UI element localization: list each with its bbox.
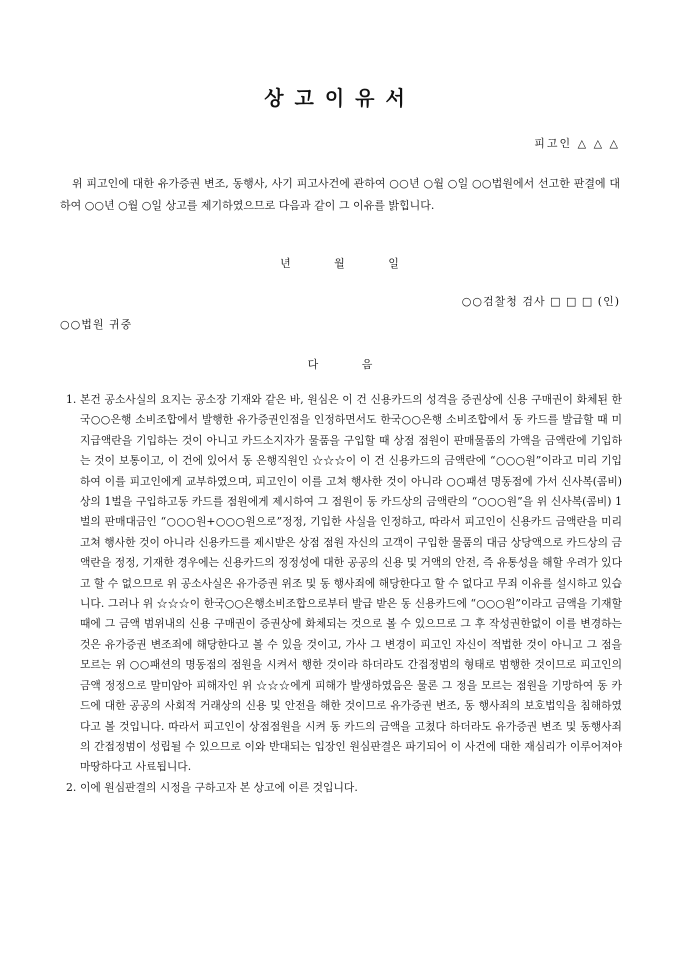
list-item-number: 1. <box>66 393 77 406</box>
addressee: ○○법원 귀중 <box>60 318 133 331</box>
list-item-text: 이에 원심판결의 시정을 구하고자 본 상고에 이른 것입니다. <box>80 780 358 794</box>
list-item-text: 본건 공소사실의 요지는 공소장 기재와 같은 바, 원심은 이 건 신용카드의 성격을 증권상에 신용 구매권이 화체된 한국○○은행 소비조합에서 발행한 유가증권인점을 인정하면서도 한국○○은행 소비조합에서 동 카드를 발급할 때 미지급액란을 기입하는 것이 아니고 카드소지자가 물품을 구입할 때 상점 점원이 판매물품의 가액을 금액란에 기입하는 것이 보통이고, 이 건에 있어서 동 은행직원인 ☆☆☆이 이 건 신용카드의 금액란에 “○○○원”이라고 미리 기입하여 이를 피고인에게 교부하였으며, 피고인이 이를 고쳐 행사한 것이 아니라 ○○패션 명동점에 가서 신사복(콤비)상의 1벌을 구입하고동 카드를 점원에게 제시하여 그 점원이 동 카드상의 금액란의 “○○○원”을 위 신사복(콤비) 1벌의 판매대금인 “○○○원+○○○원으로”정정, 기입한 사실을 인정하고, 따라서 피고인이 신용카드 금액란을 미리 고쳐 행사한 것이 아니라 신용카드를 제시받은 상점 점원 자신의 고객이 구입한 물품의 대금 상당액으로 카드상의 금액란을 정정, 기재한 경우에는 신용카드의 정정성에 대한 공공의 신용 및 거액의 안전, 즉 유통성을 해할 우려가 있다고 할 수 없으므로 위 공소사실은 유가증권 위조 및 동 행사죄에 해당한다고 할 수 없다고 무죄 이유를 설시하고 있습니다. 그러나 위 ☆☆☆이 한국○○은행소비조합으로부터 발급 받은 동 신용카드에 “○○○원”이라고 금액을 기재할 때에 그 금액 범위내의 신용 구매권이 증권상에 화체되는 것으로 볼 수 있으므로 그 후 작성권한없이 이를 변경하는 것은 유가증권 변조죄에 해당한다고 볼 수 있을 것이고, 가사 그 변경이 피고인 자신이 적법한 것이 아니고 그 점을 모르는 위 ○○패션의 명동점의 점원을 시켜서 행한 것이라 하더라도 간접정범의 형태로 범행한 것이므로 피고인의 금액 정정으로 말미암아 피해자인 위 ☆☆☆에게 피해가 발생하였음은 물론 그 정을 모르는 점원을 기망하여 동 카드에 대한 공공의 사회적 거래상의 신용 및 안전을 해한 것이므로 유가증권 변조, 동 행사죄의 보호법익을 침해하였다고 볼 것입니다. 따라서 피고인이 상점점원을 시켜 동 카드의 금액을 고쳤다 하더라도 유가증권 변조 및 동행사죄의 간접정범이 성립될 수 있으므로 이와 반대되는 입장인 원심판결은 파기되어 이 사건에 대한 재심리가 이루어져야 마땅하다고 사료됩니다. <box>80 393 622 774</box>
intro-paragraph: 위 피고인에 대한 유가증권 변조, 동행사, 사기 피고사건에 관하여 ○○년 ○월 ○일 ○○법원에서 선고한 판결에 대하여 ○○년 ○월 ○일 상고를 제기하였으므로 다음과 같이 그 이유를 밝힙니다. <box>60 177 620 212</box>
document-title: 상고이유서 <box>264 86 416 110</box>
section-heading: 다 음 <box>307 358 373 371</box>
date-line: 년 월 일 <box>280 257 400 270</box>
list-item <box>60 390 622 778</box>
defendant-line: 피고인 △ △ △ <box>534 137 620 150</box>
prosecutor-signature: ○○검찰청 검사 □ □ □ (인) <box>461 295 620 308</box>
list-item <box>60 778 622 798</box>
reasons-list <box>60 390 622 798</box>
list-item-number: 2. <box>66 780 77 794</box>
